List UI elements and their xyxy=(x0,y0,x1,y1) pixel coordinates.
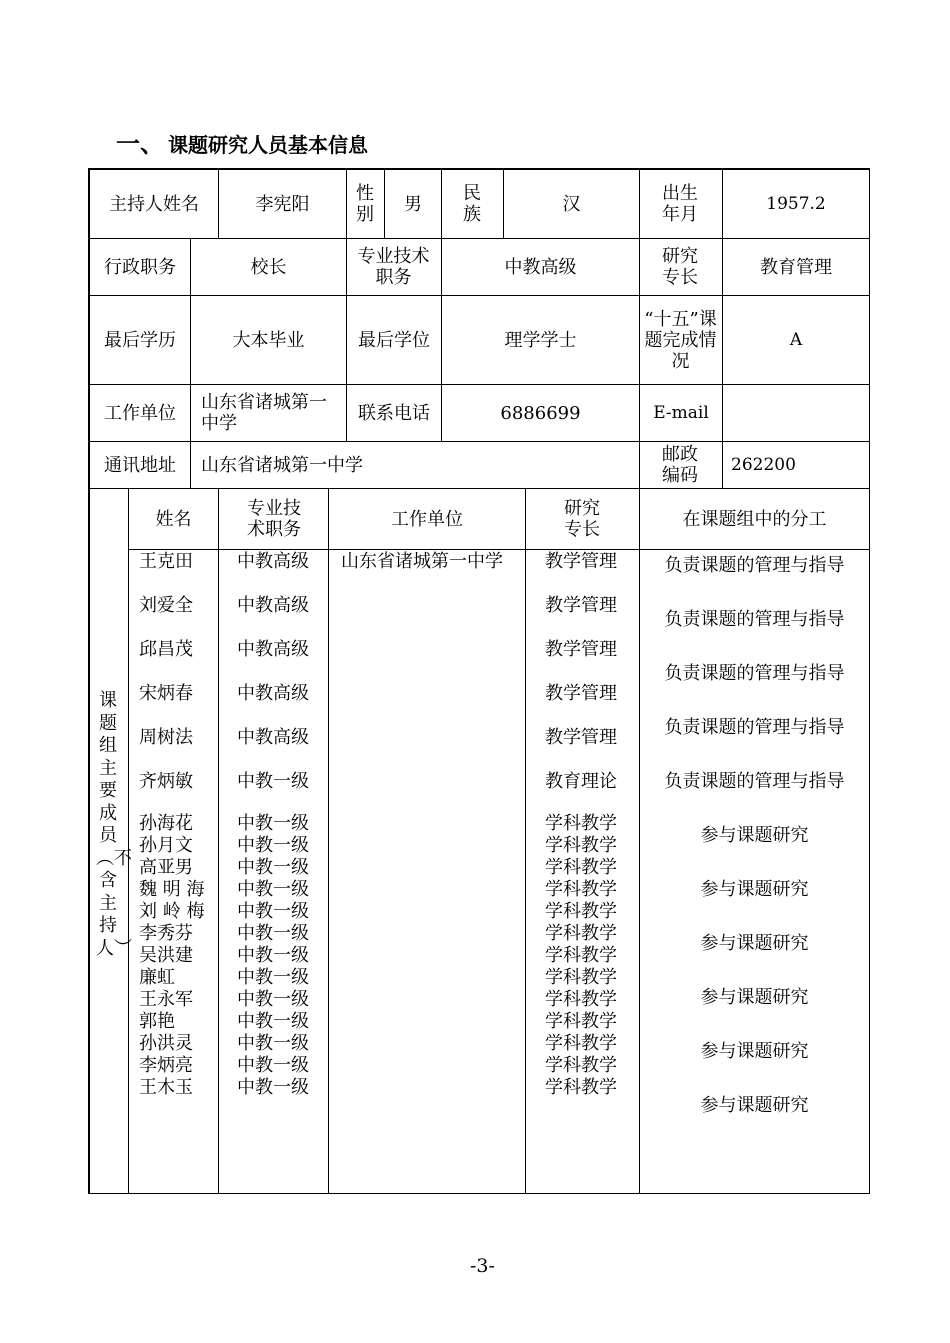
member-name: 王永军 xyxy=(139,989,193,1010)
birth-value: 1957.2 xyxy=(766,193,826,214)
member-role: 参与课题研究 xyxy=(700,1040,809,1062)
birth-label: 出生年月 xyxy=(662,183,698,225)
admin-position-value: 校长 xyxy=(250,256,287,278)
member-specialty: 学科教学 xyxy=(545,901,617,922)
member-role: 参与课题研究 xyxy=(700,932,809,954)
member-title: 中教一级 xyxy=(237,923,309,944)
member-title: 中教一级 xyxy=(237,945,309,966)
member-name: 郭艳 xyxy=(139,1011,175,1032)
member-role: 参与课题研究 xyxy=(700,986,809,1008)
member-name: 邱昌茂 xyxy=(139,639,193,660)
member-name: 周树法 xyxy=(139,727,193,748)
row-divider xyxy=(128,549,870,550)
member-specialty: 学科教学 xyxy=(545,1055,617,1076)
col-divider xyxy=(218,488,219,1194)
header-role: 在课题组中的分工 xyxy=(682,508,827,530)
member-specialty: 教育理论 xyxy=(545,771,617,792)
header-specialty: 研究专长 xyxy=(564,498,600,540)
gender-label: 性别 xyxy=(356,183,374,225)
member-unit: 山东省诸城第一中学 xyxy=(341,551,503,572)
member-title: 中教高级 xyxy=(237,727,309,748)
header-title: 专业技术职务 xyxy=(247,498,301,540)
member-title: 中教一级 xyxy=(237,857,309,878)
member-title: 中教一级 xyxy=(237,835,309,856)
member-name: 宋炳春 xyxy=(139,683,193,704)
member-role: 参与课题研究 xyxy=(700,824,809,846)
member-role: 负责课题的管理与指导 xyxy=(664,608,845,630)
professional-title-label: 专业技术职务 xyxy=(357,246,430,288)
member-specialty: 教学管理 xyxy=(545,727,617,748)
members-side-label: 课题组主要成员︵不含主持人︶ xyxy=(96,690,132,959)
member-name: 孙洪灵 xyxy=(139,1033,193,1054)
col-divider xyxy=(328,488,329,1194)
member-name: 孙月文 xyxy=(139,835,193,856)
zip-label: 邮政编码 xyxy=(662,444,698,486)
member-role: 负责课题的管理与指导 xyxy=(664,662,845,684)
research-specialty-label: 研究专长 xyxy=(662,246,698,288)
member-title: 中教一级 xyxy=(237,1011,309,1032)
member-specialty: 学科教学 xyxy=(545,1077,617,1098)
member-specialty: 学科教学 xyxy=(545,1011,617,1032)
email-value xyxy=(723,385,869,441)
previous-project-label: “十五”课题完成情况 xyxy=(644,308,717,372)
email-label: E-mail xyxy=(653,402,709,423)
degree-label: 最后学位 xyxy=(358,329,430,351)
phone-label: 联系电话 xyxy=(358,402,430,424)
research-specialty-value: 教育管理 xyxy=(760,256,832,278)
member-role: 参与课题研究 xyxy=(700,1094,809,1116)
member-name: 李炳亮 xyxy=(139,1055,193,1076)
previous-project-value: A xyxy=(789,329,803,350)
member-name: 刘 岭 梅 xyxy=(139,901,205,922)
member-title: 中教一级 xyxy=(237,879,309,900)
member-name: 王木玉 xyxy=(139,1077,193,1098)
col-divider xyxy=(128,488,129,1194)
col-divider xyxy=(639,168,640,238)
member-name: 吴洪建 xyxy=(139,945,193,966)
col-divider xyxy=(441,168,442,238)
member-specialty: 学科教学 xyxy=(545,813,617,834)
member-title: 中教高级 xyxy=(237,551,309,572)
member-specialty: 学科教学 xyxy=(545,945,617,966)
member-name: 李秀芬 xyxy=(139,923,193,944)
col-divider xyxy=(346,168,347,238)
gender-value: 男 xyxy=(404,193,422,215)
member-name: 刘爱全 xyxy=(139,595,193,616)
member-name: 廉虹 xyxy=(139,967,175,988)
member-specialty: 教学管理 xyxy=(545,683,617,704)
zip-value: 262200 xyxy=(731,454,796,475)
member-specialty: 学科教学 xyxy=(545,835,617,856)
member-name: 齐炳敏 xyxy=(139,771,193,792)
member-title: 中教一级 xyxy=(237,813,309,834)
page-number: -3- xyxy=(470,1255,495,1277)
member-name: 王克田 xyxy=(139,551,193,572)
host-name-label: 主持人姓名 xyxy=(109,193,199,215)
ethnicity-value: 汉 xyxy=(562,193,581,215)
work-unit-label: 工作单位 xyxy=(104,402,176,424)
member-title: 中教一级 xyxy=(237,1033,309,1054)
admin-position-label: 行政职务 xyxy=(104,256,176,278)
member-names-senior xyxy=(139,551,193,815)
member-title: 中教一级 xyxy=(237,1077,309,1098)
member-name: 高亚男 xyxy=(139,857,193,878)
member-title: 中教高级 xyxy=(237,683,309,704)
section-number: 一、 xyxy=(116,130,164,158)
professional-title-value: 中教高级 xyxy=(504,256,577,278)
member-role: 参与课题研究 xyxy=(700,878,809,900)
col-divider xyxy=(190,441,191,488)
member-specialties-senior xyxy=(545,551,617,815)
member-specialty: 学科教学 xyxy=(545,923,617,944)
member-role: 负责课题的管理与指导 xyxy=(664,770,845,792)
member-title: 中教一级 xyxy=(237,1055,309,1076)
ethnicity-label: 民族 xyxy=(463,183,481,225)
degree-value: 理学学士 xyxy=(504,329,577,351)
member-specialty: 学科教学 xyxy=(545,879,617,900)
section-heading xyxy=(116,124,368,159)
host-name-value: 李宪阳 xyxy=(255,193,310,215)
member-role: 负责课题的管理与指导 xyxy=(664,554,845,576)
member-name: 魏 明 海 xyxy=(139,879,205,900)
member-specialty: 学科教学 xyxy=(545,967,617,988)
member-role: 负责课题的管理与指导 xyxy=(664,716,845,738)
member-title: 中教高级 xyxy=(237,639,309,660)
section-title: 课题研究人员基本信息 xyxy=(168,133,368,157)
member-specialty: 教学管理 xyxy=(545,595,617,616)
work-unit-value: 山东省诸城第一中学 xyxy=(201,392,327,434)
member-titles-senior xyxy=(237,551,309,815)
header-name: 姓名 xyxy=(155,508,192,530)
member-title: 中教一级 xyxy=(237,901,309,922)
address-value: 山东省诸城第一中学 xyxy=(201,454,363,476)
member-specialty: 教学管理 xyxy=(545,551,617,572)
col-divider xyxy=(639,238,640,488)
member-names-list xyxy=(139,813,204,1099)
member-name: 孙海花 xyxy=(139,813,193,834)
member-specialties-list xyxy=(545,813,617,1099)
member-title: 中教一级 xyxy=(237,967,309,988)
address-label: 通讯地址 xyxy=(104,454,176,476)
education-label: 最后学历 xyxy=(104,329,176,351)
member-specialty: 学科教学 xyxy=(545,989,617,1010)
member-title: 中教一级 xyxy=(237,771,309,792)
member-specialty: 学科教学 xyxy=(545,1033,617,1054)
member-titles-list xyxy=(237,813,309,1099)
member-title: 中教高级 xyxy=(237,595,309,616)
member-specialty: 学科教学 xyxy=(545,857,617,878)
member-title: 中教一级 xyxy=(237,989,309,1010)
header-unit: 工作单位 xyxy=(391,508,463,530)
education-value: 大本毕业 xyxy=(232,329,305,351)
col-divider xyxy=(525,488,526,1194)
member-specialty: 教学管理 xyxy=(545,639,617,660)
phone-value: 6886699 xyxy=(500,402,581,424)
